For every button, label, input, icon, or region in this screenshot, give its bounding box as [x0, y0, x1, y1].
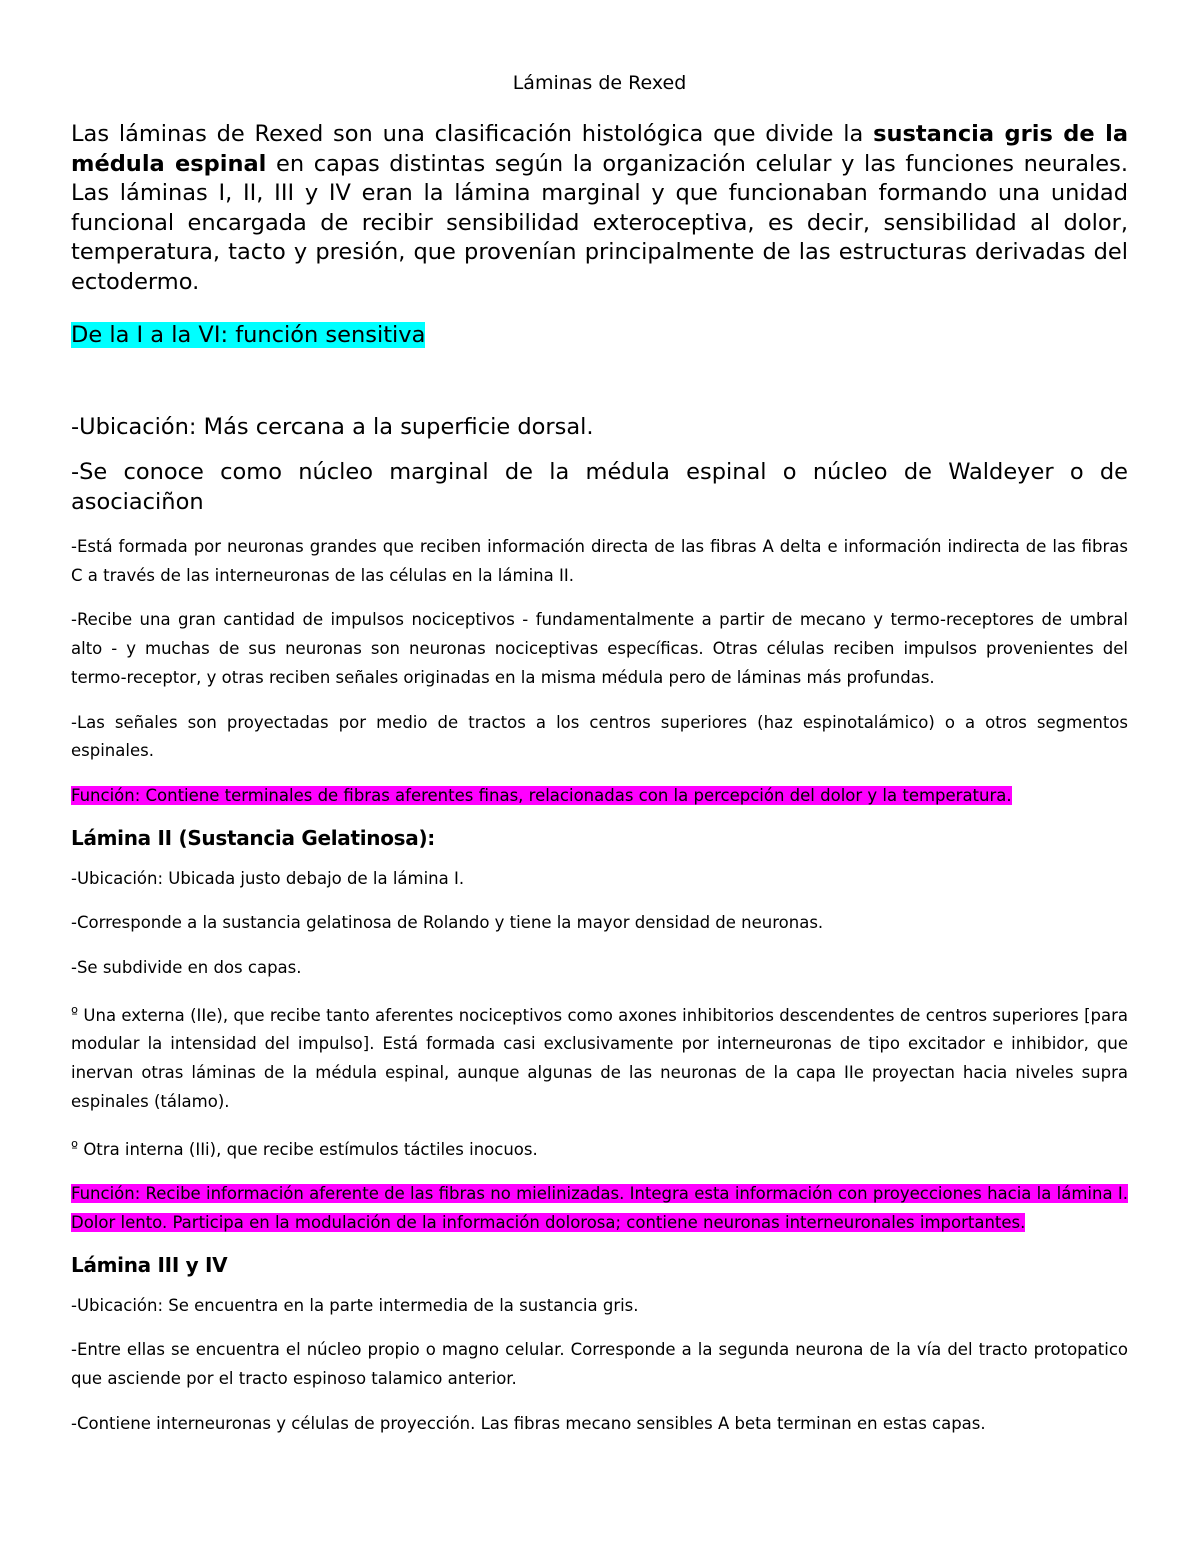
lamina34-ubicacion: -Ubicación: Se encuentra en la parte intermedia de la sustancia gris.	[71, 1295, 639, 1315]
lamina1-paragraph-3: -Las señales son proyectadas por medio de tractos a los centros superiores (haz espinotalámico) o a otros segmentos espinales.	[71, 712, 1128, 761]
intro-text-1: Las láminas de Rexed son una clasificación histológica que divide la	[71, 121, 874, 147]
lamina34-heading: Lámina III y IV	[71, 1252, 228, 1277]
lamina34-contiene: -Contiene interneuronas y células de proyección. Las fibras mecano sensibles A beta terminan en estas capas.	[71, 1413, 986, 1433]
lamina2-funcion	[71, 1180, 1128, 1237]
intro-paragraph	[71, 120, 1128, 297]
lamina34-entre: -Entre ellas se encuentra el núcleo propio o magno celular. Corresponde a la segunda neurona de la vía del tracto protopatico que asciende por el tracto espinoso talamico anterior.	[71, 1340, 1128, 1389]
document-title: Láminas de Rexed	[512, 72, 687, 94]
lamina1-funcion-text: Función: Contiene terminales de fibras aferentes finas, relacionadas con la percepción del dolor y la temperatura.	[71, 785, 1012, 805]
lamina2-corresponde: -Corresponde a la sustancia gelatinosa de Rolando y tiene la mayor densidad de neuronas.	[71, 913, 824, 933]
lamina1-paragraph-2: -Recibe una gran cantidad de impulsos nociceptivos - fundamentalmente a partir de mecano y termo-receptores de umbral alto - y muchas de sus neuronas son neuronas nociceptivas específicas. Otras células reciben impulsos provenientes del termo-receptor, y otras reciben señales originadas en la misma médula pero de láminas más profundas.	[71, 610, 1128, 687]
lamina2-funcion-text: Función: Recibe información aferente de las fibras no mielinizadas. Integra esta información con proyecciones hacia la lámina I. Dolor lento. Participa en la modulación de la información dolorosa; contiene neuronas interneuronales importantes.	[71, 1184, 1128, 1232]
bullet-mark: º	[71, 1137, 79, 1156]
intro-bold: sustancia gris de la médula espinal	[71, 121, 1129, 177]
lamina2-subdivide: -Se subdivide en dos capas.	[71, 958, 302, 978]
lamina2-externa	[71, 999, 1128, 1117]
lamina1-paragraph-1: -Está formada por neuronas grandes que reciben información directa de las fibras A delta e información indirecta de las fibras C a través de las interneuronas de las células en la lámina II.	[71, 537, 1128, 585]
document-page	[71, 72, 1128, 1438]
lamina1-funcion	[71, 782, 1128, 811]
section-heading	[71, 321, 1128, 350]
intro-text-2: en capas distintas según la organización celular y las funciones neurales. Las láminas I, II, III y IV eran la lámina marginal y que funcionaban formando una unidad funcional encargada de recibir sensibilidad exteroceptiva, es decir, sensibilidad al dolor, temperatura, tacto y presión, que provenían principalmente de las estructuras derivadas del ectodermo.	[71, 150, 1128, 295]
lamina1-conoce: -Se conoce como núcleo marginal de la médula espinal o núcleo de Waldeyer o de asociaciñon	[71, 459, 1128, 515]
section-heading-text: De la I a la VI: función sensitiva	[71, 322, 426, 348]
lamina2-ubicacion: -Ubicación: Ubicada justo debajo de la lámina I.	[71, 868, 465, 888]
lamina2-externa-text: Una externa (IIe), que recibe tanto aferentes nociceptivos como axones inhibitorios descendentes de centros superiores [para modular la intensidad del impulso]. Está formada casi exclusivamente por interneuronas de tipo excitador e inhibidor, que inervan otras láminas de la médula espinal, aunque algunas de las neuronas de la capa IIe proyectan hacia niveles supra espinales (tálamo).	[71, 1005, 1128, 1111]
lamina1-ubicacion: -Ubicación: Más cercana a la superficie dorsal.	[71, 414, 594, 440]
lamina2-interna	[71, 1133, 1128, 1165]
bullet-mark: º	[71, 1003, 79, 1022]
lamina2-heading: Lámina II (Sustancia Gelatinosa):	[71, 825, 435, 850]
lamina2-interna-text: Otra interna (IIi), que recibe estímulos táctiles inocuos.	[78, 1139, 538, 1159]
